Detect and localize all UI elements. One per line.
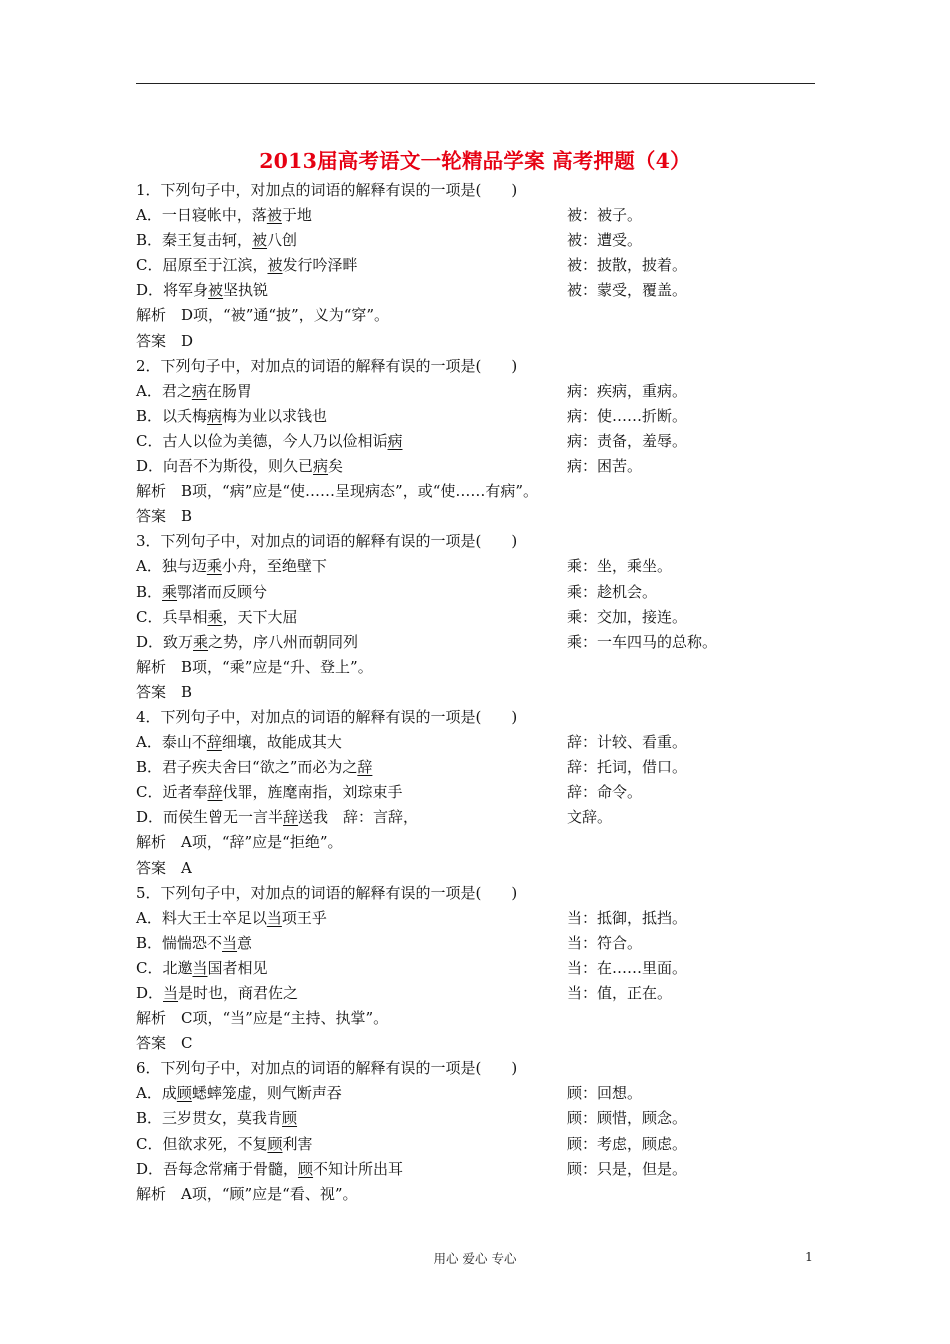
- footer-text: 用心 爱心 专心: [433, 1251, 517, 1266]
- text-line: [136, 1106, 776, 1131]
- marked-word: 病: [207, 406, 223, 425]
- text-line: [136, 580, 776, 605]
- line-text: B．秦王复击轲，被八创: [136, 231, 298, 250]
- text-line: [136, 1056, 776, 1081]
- line-text: A．一日寝帐中，落被于地: [136, 206, 312, 225]
- text-line: [136, 680, 776, 705]
- page-title: 2013届高考语文一轮精品学案 高考押题（4）: [259, 149, 691, 173]
- marked-word: 乘: [193, 632, 209, 651]
- line-text: 2．下列句子中，对加点的词语的解释有误的一项是( ): [136, 356, 518, 375]
- text-line: [136, 830, 776, 855]
- line-text: B．三岁贯女，莫我肯顾: [136, 1109, 298, 1128]
- line-explanation: 乘：趁机会。: [567, 582, 658, 601]
- line-explanation: 病：疾病，重病。: [567, 381, 688, 400]
- line-text: A．泰山不辞细壤，故能成其大: [136, 733, 342, 752]
- text-line: [136, 856, 776, 881]
- page-number: 1: [805, 1249, 813, 1264]
- line-explanation: 辞：托词，借口。: [567, 758, 688, 777]
- marked-word: 被: [208, 281, 224, 300]
- line-explanation: 乘：交加，接连。: [567, 607, 688, 626]
- line-explanation: 被：遭受。: [567, 231, 643, 250]
- text-line: [136, 1081, 776, 1106]
- line-text: 答案 D: [136, 331, 194, 350]
- text-line: [136, 354, 776, 379]
- line-explanation: 病：困苦。: [567, 457, 643, 476]
- marked-word: 乘: [207, 607, 223, 626]
- line-text: 解析 A项，“顾”应是“看、视”。: [136, 1184, 358, 1203]
- marked-word: 顾: [267, 1134, 283, 1153]
- line-text: D．当是时也，商君佐之: [136, 984, 299, 1002]
- line-explanation: 当：符合。: [567, 933, 643, 952]
- line-text: D．将军身被坚执锐: [136, 281, 269, 300]
- text-line: [136, 705, 776, 730]
- text-line: [136, 730, 776, 755]
- line-text: C．古人以俭为美德，今人乃以俭相诟病: [136, 431, 403, 450]
- line-explanation: 病：责备，羞辱。: [567, 431, 688, 450]
- line-text: 解析 D项，“被”通“披”，义为“穿”。: [136, 306, 390, 325]
- text-line: [136, 554, 776, 579]
- text-line: [136, 931, 776, 956]
- line-explanation: 辞：命令。: [567, 783, 643, 802]
- text-line: [136, 404, 776, 429]
- line-text: D．向吾不为斯役，则久已病矣: [136, 457, 344, 476]
- line-explanation: 辞：计较、看重。: [567, 733, 688, 752]
- text-line: [136, 906, 776, 931]
- text-line: [136, 805, 776, 830]
- line-explanation: 顾：考虑，顾虑。: [567, 1134, 688, 1153]
- text-line: [136, 278, 776, 303]
- marked-word: 病: [387, 431, 403, 450]
- text-line: [136, 253, 776, 278]
- line-text: B．惴惴恐不当意: [136, 933, 253, 952]
- line-text: 4．下列句子中，对加点的词语的解释有误的一项是( ): [136, 707, 518, 726]
- marked-word: 当: [192, 958, 208, 977]
- line-explanation: 乘：坐，乘坐。: [567, 557, 673, 576]
- marked-word: 乘: [162, 582, 178, 601]
- line-text: 1．下列句子中，对加点的词语的解释有误的一项是( ): [136, 181, 518, 199]
- text-line: [136, 1006, 776, 1031]
- header-rule: [136, 83, 815, 84]
- line-explanation: 文辞。: [567, 808, 613, 827]
- line-explanation: 当：值，正在。: [567, 984, 673, 1002]
- text-line: [136, 329, 776, 354]
- line-text: C．北邀当国者相见: [136, 958, 268, 977]
- line-text: A．君之病在肠胃: [136, 381, 252, 400]
- line-explanation: 顾：只是，但是。: [567, 1159, 688, 1178]
- marked-word: 顾: [282, 1109, 298, 1128]
- text-line: [136, 1157, 776, 1182]
- line-explanation: 顾：顾惜，顾念。: [567, 1109, 688, 1128]
- text-line: [136, 203, 776, 228]
- line-text: D．致万乘之势，序八州而朝同列: [136, 632, 359, 651]
- text-line: [136, 454, 776, 479]
- text-line: [136, 479, 776, 504]
- text-line: [136, 630, 776, 655]
- marked-word: 病: [191, 381, 207, 400]
- text-line: [136, 178, 776, 203]
- line-explanation: 当：抵御，抵挡。: [567, 908, 688, 927]
- text-line: [136, 228, 776, 253]
- line-text: 解析 B项，“乘”应是“升、登上”。: [136, 657, 373, 676]
- line-text: C．近者奉辞伐罪，旌麾南指，刘琮束手: [136, 783, 403, 802]
- line-text: C．但欲求死，不复顾利害: [136, 1134, 313, 1153]
- line-text: 6．下列句子中，对加点的词语的解释有误的一项是( ): [136, 1059, 518, 1078]
- line-explanation: 乘：一车四马的总称。: [567, 632, 718, 651]
- marked-word: 被: [252, 231, 268, 250]
- marked-word: 乘: [206, 557, 222, 576]
- text-line: [136, 379, 776, 404]
- text-line: [136, 755, 776, 780]
- text-line: [136, 655, 776, 680]
- line-explanation: 病：使……折断。: [567, 406, 688, 425]
- text-line: [136, 1031, 776, 1056]
- marked-word: 辞: [207, 783, 223, 802]
- marked-word: 被: [266, 206, 282, 225]
- line-explanation: 被：被子。: [567, 206, 643, 225]
- line-text: 解析 B项，“病”应是“使……呈现病态”，或“使……有病”。: [136, 482, 539, 501]
- line-text: 答案 B: [136, 507, 193, 526]
- text-line: [136, 956, 776, 981]
- line-text: 解析 A项，“辞”应是“拒绝”。: [136, 833, 343, 852]
- marked-word: 顾: [176, 1084, 192, 1103]
- line-explanation: 被：披散，披着。: [567, 256, 688, 275]
- text-line: [136, 429, 776, 454]
- line-text: 答案 A: [136, 858, 192, 877]
- marked-word: 辞: [206, 733, 222, 752]
- text-line: [136, 504, 776, 529]
- line-text: A．独与迈乘小舟，至绝壁下: [136, 557, 327, 576]
- line-text: 答案 B: [136, 682, 193, 701]
- line-text: D．而侯生曾无一言半辞送我 辞：言辞，: [136, 808, 419, 827]
- line-text: A．料大王士卒足以当项王乎: [136, 908, 327, 927]
- line-explanation: 当：在……里面。: [567, 958, 688, 977]
- line-text: 3．下列句子中，对加点的词语的解释有误的一项是( ): [136, 532, 518, 551]
- marked-word: 被: [267, 256, 283, 275]
- line-text: C．屈原至于江滨，被发行吟泽畔: [136, 256, 358, 275]
- marked-word: 当: [222, 933, 238, 952]
- line-text: B．君子疾夫舍曰“欲之”而必为之辞: [136, 758, 373, 777]
- text-line: [136, 780, 776, 805]
- document-body: [136, 178, 776, 1207]
- marked-word: 辞: [357, 758, 373, 777]
- line-text: A．成顾蟋蟀笼虚，则气断声吞: [136, 1084, 342, 1103]
- text-line: [136, 529, 776, 554]
- text-line: [136, 1132, 776, 1157]
- line-text: 解析 C项，“当”应是“主持、执掌”。: [136, 1009, 389, 1028]
- line-text: 答案 C: [136, 1034, 193, 1053]
- marked-word: 顾: [298, 1159, 314, 1178]
- line-text: B．以夭梅病梅为业以求钱也: [136, 406, 328, 425]
- line-explanation: 被：蒙受，覆盖。: [567, 281, 688, 300]
- line-explanation: 顾：回想。: [567, 1084, 643, 1103]
- text-line: [136, 605, 776, 630]
- text-line: [136, 303, 776, 328]
- marked-word: 当: [266, 908, 282, 927]
- text-line: [136, 881, 776, 906]
- text-line: [136, 1182, 776, 1207]
- line-text: D．吾每念常痛于骨髓，顾不知计所出耳: [136, 1159, 404, 1178]
- line-text: C．兵旱相乘，天下大屈: [136, 607, 298, 626]
- marked-word: 辞: [283, 808, 299, 827]
- marked-word: 病: [313, 457, 329, 476]
- line-text: 5．下列句子中，对加点的词语的解释有误的一项是( ): [136, 883, 518, 902]
- text-line: [136, 981, 776, 1006]
- marked-word: 当: [163, 984, 179, 1002]
- line-text: B．乘鄂渚而反顾兮: [136, 582, 268, 601]
